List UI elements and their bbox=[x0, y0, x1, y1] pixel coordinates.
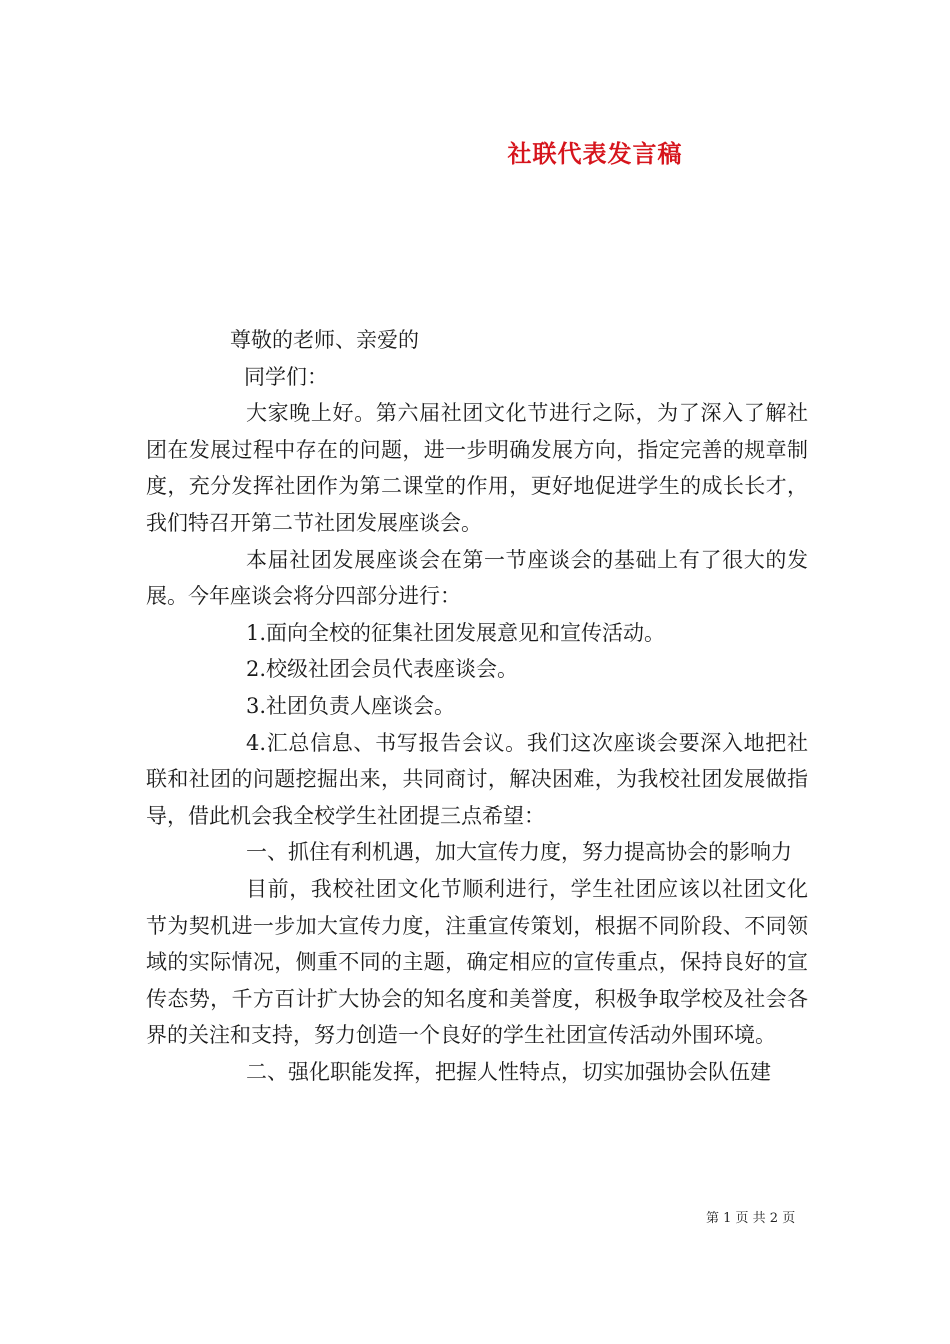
salutation-line-2: 同学们： bbox=[244, 364, 328, 389]
document-title: 社联代表发言稿 bbox=[507, 139, 683, 168]
list-item: 1.面向全校的征集社团发展意见和宣传活动。 bbox=[246, 620, 666, 645]
paragraph: 大家晚上好。第六届社团文化节进行之际，为了深入了解社团在发展过程中存在的问题，进一步明确发展方向，指定完善的规章制度，充分发挥社团作为第二课堂的作用，更好地促进学生的成长长才，我们特召开第二节社团发展座谈会。 bbox=[146, 401, 808, 535]
paragraph: 本届社团发展座谈会在第一节座谈会的基础上有了很大的发展。今年座谈会将分四部分进行： bbox=[146, 547, 808, 609]
salutation-line-1: 尊敬的老师、亲爱的 bbox=[230, 328, 419, 352]
page-footer: 第 1 页 共 2 页 bbox=[706, 1211, 796, 1226]
paragraph: 目前，我校社团文化节顺利进行，学生社团应该以社团文化节为契机进一步加大宣传力度，注重宣传策划，根据不同阶段、不同领域的实际情况，侧重不同的主题，确定相应的宣传重点，保持良好的宣传态势，千方百计扩大协会的知名度和美誉度，积极争取学校及社会各界的关注和支持，努力创造一个良好的学生社团宣传活动外围环境。 bbox=[146, 876, 808, 1048]
section-heading: 一、抓住有利机遇，加大宣传力度，努力提高协会的影响力 bbox=[246, 840, 792, 865]
list-item: 2.校级社团会员代表座谈会。 bbox=[246, 657, 519, 682]
section-heading: 二、强化职能发挥，把握人性特点，切实加强协会队伍建 bbox=[246, 1059, 771, 1084]
list-item: 3.社团负责人座谈会。 bbox=[246, 693, 456, 718]
document-body bbox=[146, 322, 808, 1090]
list-item: 4.汇总信息、书写报告会议。我们这次座谈会要深入地把社联和社团的问题挖掘出来，共同商讨，解决困难，为我校社团发展做指导，借此机会我全校学生社团提三点希望： bbox=[146, 730, 808, 828]
